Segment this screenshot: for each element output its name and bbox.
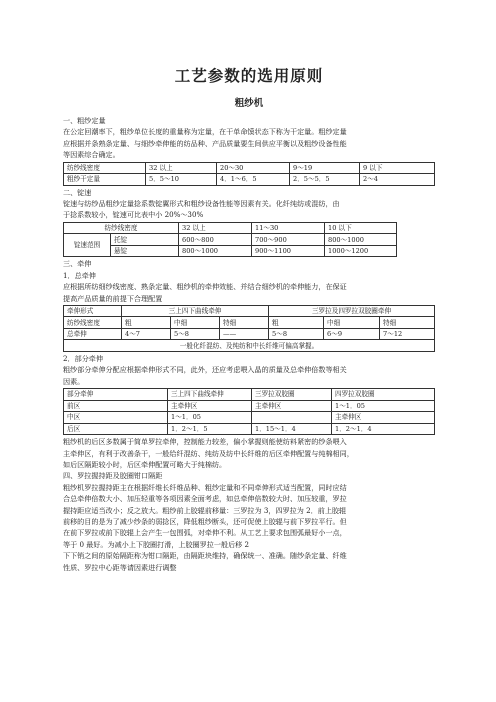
table-cell: 1．2～1．5 bbox=[168, 423, 252, 435]
paragraph-line: 在前下罗拉或前下胶辊上会产生一包围弧，对牵伸不利。从工艺上要求包围弧最好小一点， bbox=[63, 528, 347, 538]
paragraph-line: 粗纱部分牵伸分配应根据牵伸形式不同，此外，还应考虑喂入晶的质量及总牵伸倍数等相关 bbox=[63, 365, 347, 375]
table-cell: 特细 bbox=[220, 317, 269, 329]
table-cell: 纺纱线密度 bbox=[64, 222, 179, 234]
roving-weight-table bbox=[63, 162, 435, 186]
section-heading: 三、牵伸 bbox=[63, 259, 92, 269]
table-cell: 粗 bbox=[269, 317, 324, 329]
section-heading: 一、粗纱定量 bbox=[63, 116, 106, 125]
partial-draft-table bbox=[63, 388, 435, 435]
paragraph-line: 锭速与纺纱品粗纱定量捻系数锭翼形式和粗纱设备性能等因素有关。化纤纯纺或混纺，由 bbox=[63, 199, 340, 209]
table-cell: 中细 bbox=[171, 317, 220, 329]
spindle-speed-table bbox=[63, 222, 397, 258]
paragraph-line: 主牵伸区，有利于改善条干，一般给纤混纺、纯纺及纺中长纤维的后区牵伸配置与纯棉相同， bbox=[63, 448, 354, 458]
table-cell: 600～800 bbox=[179, 234, 252, 246]
table-cell: 5～8 bbox=[171, 328, 220, 340]
paragraph-line: 因素。 bbox=[63, 376, 85, 386]
table-cell: 7～12 bbox=[380, 328, 435, 340]
table-cell: 1．15～1．4 bbox=[252, 423, 332, 435]
table-cell: 5～8 bbox=[269, 328, 324, 340]
table-cell: 悬锭 bbox=[111, 245, 179, 257]
paragraph-line: 应根据所纺细纱线密度、熟条定量、粗纱机的牵伸效能、并结合细纱机的牵伸能力，在保证 bbox=[63, 282, 347, 292]
paragraph-line: 等因素综合确定。 bbox=[63, 150, 120, 160]
table-cell: 700～900 bbox=[252, 234, 325, 246]
table-cell: 总牵伸 bbox=[64, 328, 122, 340]
table-cell: 纺纱线密度 bbox=[64, 317, 122, 329]
table-note: 一般化纤混纺、及纯纺和中长纤维可偏高掌握。 bbox=[64, 340, 435, 352]
table-cell: 1000～1200 bbox=[325, 245, 397, 257]
table-cell: 主牵伸区 bbox=[168, 400, 252, 412]
total-draft-table bbox=[63, 305, 435, 352]
table-cell: 三上四下曲线牵伸 bbox=[168, 389, 252, 401]
table-cell: 锭速范围 bbox=[64, 234, 111, 257]
table-cell: 11～30 bbox=[252, 222, 325, 234]
table-cell: 三罗拉及四罗拉双胶圈牵伸 bbox=[269, 305, 435, 317]
document-page bbox=[63, 66, 435, 573]
section-heading: 四、罗拉握持距及胶圈钳口隔距 bbox=[63, 471, 163, 481]
table-cell: 纺纱线密度 bbox=[64, 162, 146, 174]
table-cell: 粗纱干定量 bbox=[64, 174, 146, 186]
table-cell: 主牵伸区 bbox=[252, 400, 332, 412]
paragraph-line: 粗纱机的后区多数属于简单罗拉牵伸，控制能力较差，偏小掌握则能使纺料紧密的纱条喂入 bbox=[63, 437, 347, 447]
table-cell: 1．2～1．4 bbox=[332, 423, 435, 435]
paragraph-line: 性质、罗拉中心距等请因素进行调整 bbox=[63, 562, 177, 572]
paragraph-line: 如后区隔距较小时，后区牵伸配置可略大于纯棉纺。 bbox=[63, 460, 227, 469]
table-cell: 特细 bbox=[380, 317, 435, 329]
table-cell: 4．1～6．5 bbox=[217, 174, 290, 186]
table-cell: 后区 bbox=[64, 423, 168, 435]
table-cell: 1～1．05 bbox=[332, 400, 435, 412]
paragraph-line: 粗纱机罗拉握持距主在根据纤维长纤维品种、粗纱定量和不同牵伸形式适当配置，同时应结 bbox=[63, 482, 347, 492]
table-cell: 2～4 bbox=[360, 174, 435, 186]
table-cell bbox=[252, 412, 332, 424]
table-cell: 6～9 bbox=[324, 328, 380, 340]
page-subtitle: 粗纱机 bbox=[234, 98, 264, 109]
paragraph-line: 前移的目的是为了减少纱条的弱捻区，降低粗纱断头，还可促使上胶辊与前下罗拉平行。但 bbox=[63, 517, 347, 527]
paragraph-line: 于捻系数较小，锭速可比表中小 20%～30% bbox=[63, 210, 204, 220]
paragraph-line: 在公定回潮率下，粗纱单位长度的重量称为定量，在干单命馍状态下称为干定量。粗纱定量 bbox=[63, 127, 347, 137]
table-row bbox=[64, 162, 435, 174]
section-heading: 二、锭速 bbox=[63, 187, 92, 197]
table-cell: 中区 bbox=[64, 412, 168, 424]
table-row bbox=[64, 222, 397, 234]
table-cell: 前区 bbox=[64, 400, 168, 412]
table-row bbox=[64, 423, 435, 435]
table-cell: 托锭 bbox=[111, 234, 179, 246]
table-cell: 1～1．05 bbox=[168, 412, 252, 424]
table-row bbox=[64, 245, 397, 257]
table-cell: 20～30 bbox=[217, 162, 290, 174]
table-row bbox=[64, 328, 435, 340]
table-cell: 牵伸形式 bbox=[64, 305, 122, 317]
paragraph-line: 下下销之间的原始隔距称为钳口隔距，由隔距块维持，确保统一、准确。随纱条定量、纤维 bbox=[63, 551, 347, 561]
table-cell: 部分牵伸 bbox=[64, 389, 168, 401]
paragraph-line: 握持距应适当改小；反之放大。粗纱前上胶辊前移量：三罗拉为 3，四罗拉为 2．前上胶辊 bbox=[63, 505, 347, 515]
table-cell: 32 以上 bbox=[179, 222, 252, 234]
table-cell: 10 以下 bbox=[325, 222, 397, 234]
table-cell: 主牵伸区 bbox=[332, 412, 435, 424]
table-row bbox=[64, 317, 435, 329]
table-cell: 9～19 bbox=[290, 162, 360, 174]
table-row bbox=[64, 400, 435, 412]
table-row bbox=[64, 305, 435, 317]
table-cell: 4～7 bbox=[122, 328, 171, 340]
table-cell: 800～1000 bbox=[325, 234, 397, 246]
table-cell: 32 以上 bbox=[146, 162, 217, 174]
table-cell: 2．5～5．5 bbox=[290, 174, 360, 186]
page-title: 工艺参数的选用原则 bbox=[174, 67, 324, 85]
table-cell: 三罗拉双胶圈 bbox=[252, 389, 332, 401]
table-cell: 三上四下曲线牵伸 bbox=[122, 305, 269, 317]
subsection-heading: 1．总牵伸 bbox=[63, 270, 96, 280]
table-row bbox=[64, 174, 435, 186]
paragraph-line: 提高产品质量的前提下合理配置 bbox=[63, 293, 163, 303]
table-row bbox=[64, 412, 435, 424]
paragraph-line: 等于 0 最好。为减小上下胶圈打滑，上胶圈罗拉一般后移 2 bbox=[63, 539, 250, 549]
table-row bbox=[64, 234, 397, 246]
subsection-heading: 2．部分牵伸 bbox=[63, 353, 103, 363]
table-cell: 9 以下 bbox=[360, 162, 435, 174]
paragraph-line: 合总牵伸倍数大小、加压轻重等各项因素全面考虑，如总牵伸倍数较大时、加压较重，罗拉 bbox=[63, 494, 347, 504]
table-cell: 粗 bbox=[122, 317, 171, 329]
paragraph-line: 应根据并条熟条定量、与细纱牵伸能的纺品种、产品质量要生间供应平衡以及粗纱设备性能 bbox=[63, 138, 347, 148]
table-cell: —— bbox=[220, 328, 269, 340]
table-cell: 四罗拉双胶圈 bbox=[332, 389, 435, 401]
table-cell: 中细 bbox=[324, 317, 380, 329]
table-row bbox=[64, 389, 435, 401]
table-row bbox=[64, 340, 435, 352]
table-cell: 800～1000 bbox=[179, 245, 252, 257]
table-cell: 900～1100 bbox=[252, 245, 325, 257]
table-cell: 5．5～10 bbox=[146, 174, 217, 186]
